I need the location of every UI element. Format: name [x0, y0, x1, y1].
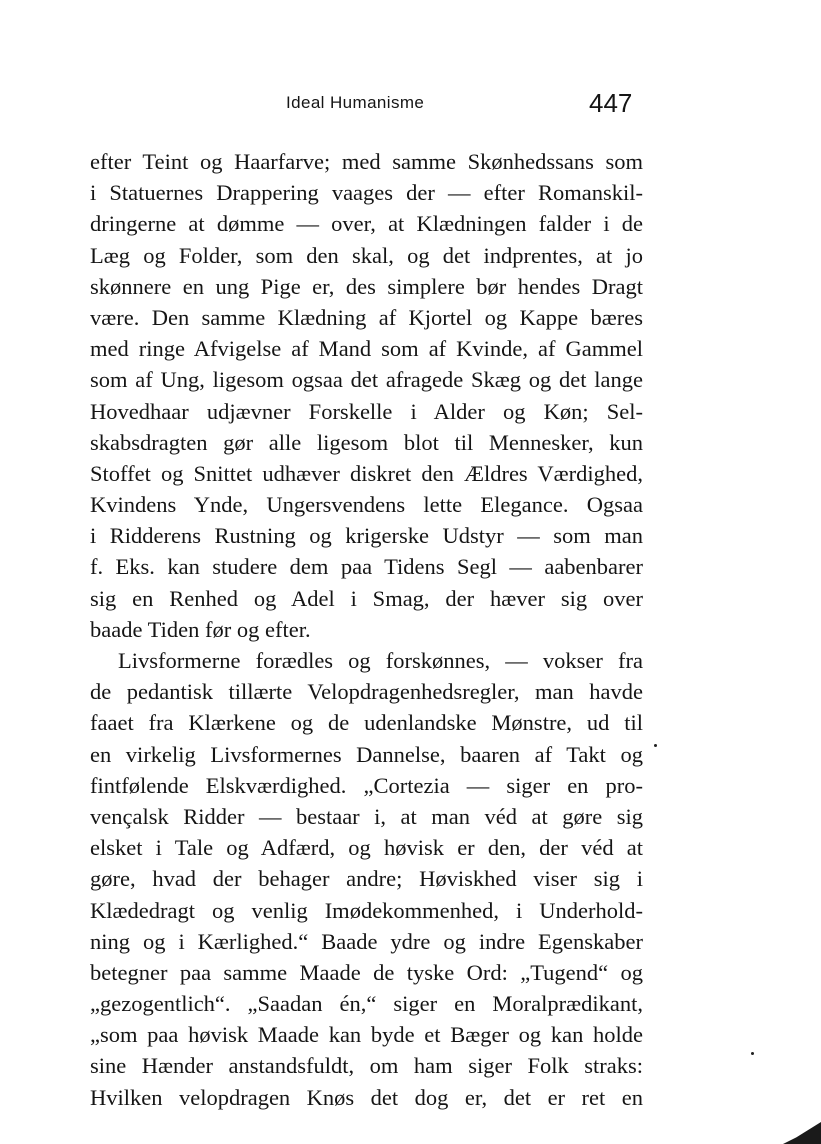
page-number: 447	[589, 88, 633, 118]
running-header-title: Ideal Humanisme	[286, 93, 425, 112]
text-line: være. Den samme Klædning af Kjortel og Kappe bæres	[90, 304, 643, 330]
text-line: „gezogentlich“. „Saadan én,“ siger en Moralprædikant,	[90, 991, 643, 1017]
text-line: i Statuernes Drappering vaages der — efter Romanskil-	[90, 180, 643, 206]
scan-speck	[654, 744, 657, 747]
text-line: Stoffet og Snittet udhæver diskret den Ældres Værdighed,	[90, 460, 643, 486]
text-line: betegner paa samme Maade de tyske Ord: „Tugend“ og	[90, 959, 643, 985]
text-line: gøre, hvad der behager andre; Høviskhed viser sig i	[90, 866, 643, 892]
text-line: dringerne at dømme — over, at Klædningen falder i de	[90, 211, 643, 237]
text-line: f. Eks. kan studere dem paa Tidens Segl — aabenbarer	[90, 554, 643, 580]
paragraph-1	[90, 146, 643, 645]
body-text	[90, 146, 643, 1113]
text-line: som af Ung, ligesom ogsaa det afragede Skæg og det lange	[90, 367, 643, 393]
text-line: Hvilken velopdragen Knøs det dog er, det er ret en	[90, 1084, 643, 1110]
text-line: „som paa høvisk Maade kan byde et Bæger og kan holde	[90, 1022, 643, 1048]
scan-corner-mark	[783, 1122, 821, 1144]
scan-speck	[751, 1052, 754, 1055]
text-line: sine Hænder anstandsfuldt, om ham siger Folk straks:	[90, 1053, 643, 1079]
text-line: Hovedhaar udjævner Forskelle i Alder og Køn; Sel-	[90, 398, 643, 424]
text-line: de pedantisk tillærte Velopdragenhedsregler, man havde	[90, 679, 643, 705]
text-line: Kvindens Ynde, Ungersvendens lette Elegance. Ogsaa	[90, 492, 643, 518]
text-line: sig en Renhed og Adel i Smag, der hæver sig over	[90, 585, 643, 611]
text-line: faaet fra Klærkene og de udenlandske Mønstre, ud til	[90, 710, 643, 736]
text-line: Livsformerne forædles og forskønnes, — vokser fra	[118, 648, 643, 673]
text-line: skabsdragten gør alle ligesom blot til Mennesker, kun	[90, 429, 643, 455]
text-line: skønnere en ung Pige er, des simplere bør hendes Dragt	[90, 273, 643, 299]
text-line: Læg og Folder, som den skal, og det indprentes, at jo	[90, 242, 643, 268]
text-line: ning og i Kærlighed.“ Baade ydre og indre Egenskaber	[90, 928, 643, 954]
text-line: efter Teint og Haarfarve; med samme Skønhedssans som	[90, 149, 643, 174]
text-line: vençalsk Ridder — bestaar i, at man véd at gøre sig	[90, 803, 643, 829]
text-line: fintfølende Elskværdighed. „Cortezia — siger en pro-	[90, 772, 643, 798]
text-line: en virkelig Livsformernes Dannelse, baaren af Takt og	[90, 741, 643, 767]
text-line: i Ridderens Rustning og krigerske Udstyr — som man	[90, 523, 643, 549]
paragraph-2	[90, 645, 643, 1113]
text-line: baade Tiden før og efter.	[90, 616, 311, 642]
text-line: elsket i Tale og Adfærd, og høvisk er den, der véd at	[90, 835, 643, 861]
text-line: Klædedragt og venlig Imødekommenhed, i Underhold-	[90, 897, 643, 923]
text-line: med ringe Afvigelse af Mand som af Kvinde, af Gammel	[90, 336, 643, 362]
